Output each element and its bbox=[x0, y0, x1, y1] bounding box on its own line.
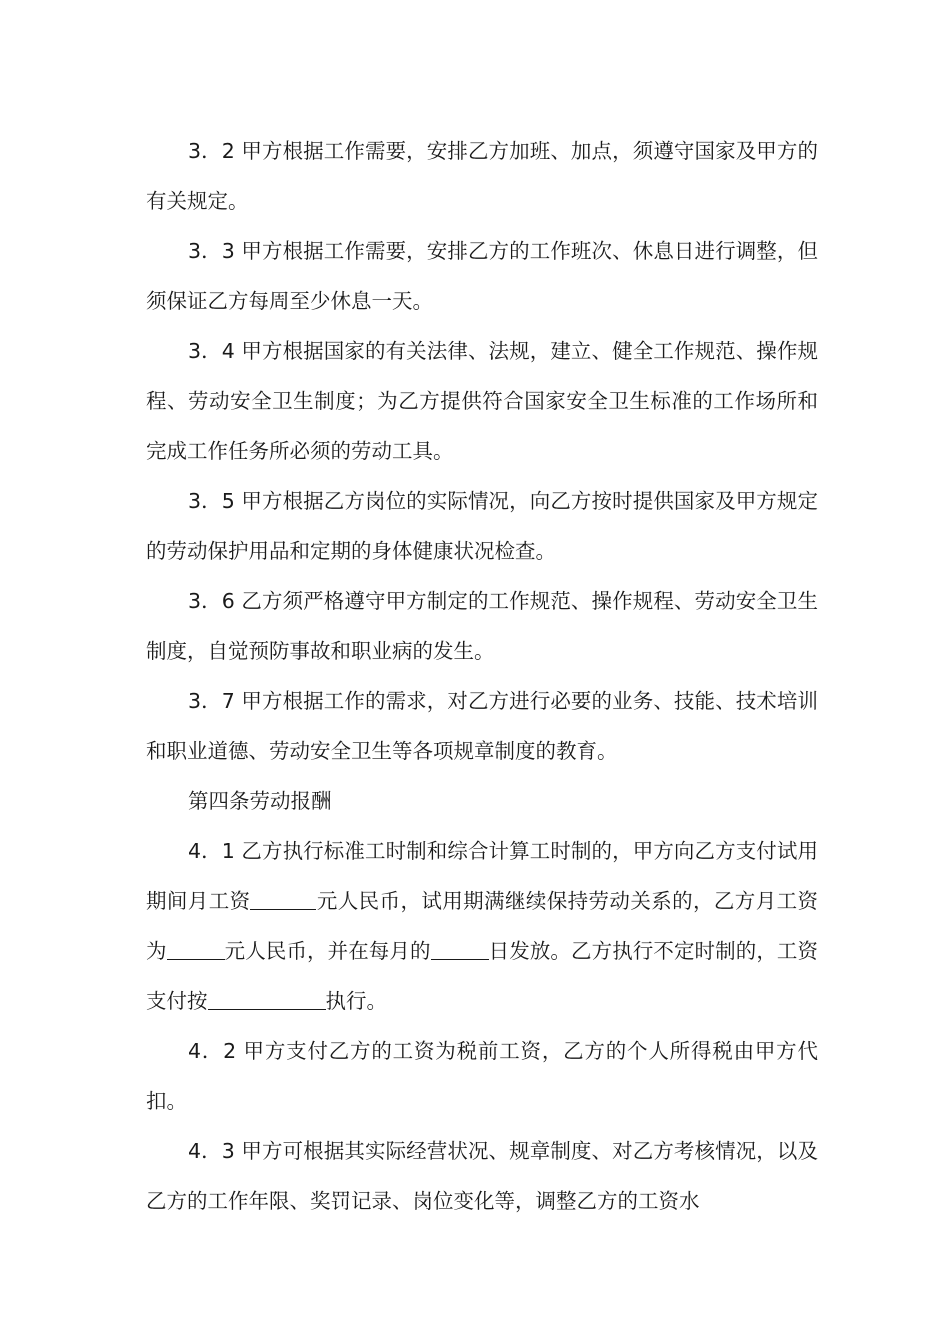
clause-4-1-text-1: 4．1 乙方执行标准工时制和综合计算工时制的，甲方向乙方支付试用期间月工资 bbox=[146, 839, 818, 913]
document-body bbox=[146, 126, 818, 1226]
clause-3-3: 3．3 甲方根据工作需要，安排乙方的工作班次、休息日进行调整，但须保证乙方每周至少休息一天。 bbox=[146, 239, 818, 313]
monthly-wage-blank bbox=[167, 939, 225, 960]
clause-3-5: 3．5 甲方根据乙方岗位的实际情况，向乙方按时提供国家及甲方规定的劳动保护用品和定期的身体健康状况检查。 bbox=[146, 489, 818, 563]
clause-3-7: 3．7 甲方根据工作的需求，对乙方进行必要的业务、技能、技术培训和职业道德、劳动安全卫生等各项规章制度的教育。 bbox=[146, 689, 818, 763]
clause-3-2: 3．2 甲方根据工作需要，安排乙方加班、加点，须遵守国家及甲方的有关规定。 bbox=[146, 139, 818, 213]
clause-4-3: 4．3 甲方可根据其实际经营状况、规章制度、对乙方考核情况，以及乙方的工作年限、奖罚记录、岗位变化等，调整乙方的工资水 bbox=[146, 1139, 818, 1213]
article-4-heading: 第四条劳动报酬 bbox=[188, 789, 332, 813]
pay-day-blank bbox=[431, 939, 489, 960]
clause-4-1-text-5: 执行。 bbox=[325, 989, 387, 1013]
clause-4-1-text-4: 日发放。乙方执行不定时制的，工资支付按 bbox=[146, 939, 819, 1013]
clause-4-2: 4．2 甲方支付乙方的工资为税前工资，乙方的个人所得税由甲方代扣。 bbox=[146, 1039, 818, 1113]
trial-wage-blank bbox=[250, 889, 316, 910]
clause-4-1-text-2: 元人民币，试用期满继续保持劳动关系的，乙方月工资为 bbox=[146, 889, 819, 963]
clause-4-1-text-3: 元人民币，并在每月的 bbox=[224, 939, 431, 963]
clause-3-6: 3．6 乙方须严格遵守甲方制定的工作规范、操作规程、劳动安全卫生制度，自觉预防事故和职业病的发生。 bbox=[146, 589, 818, 663]
clause-3-4: 3．4 甲方根据国家的有关法律、法规，建立、健全工作规范、操作规程、劳动安全卫生制度；为乙方提供符合国家安全卫生标准的工作场所和完成工作任务所必须的劳动工具。 bbox=[146, 339, 818, 463]
clause-4-1 bbox=[146, 826, 818, 1026]
pay-method-blank bbox=[208, 989, 326, 1010]
